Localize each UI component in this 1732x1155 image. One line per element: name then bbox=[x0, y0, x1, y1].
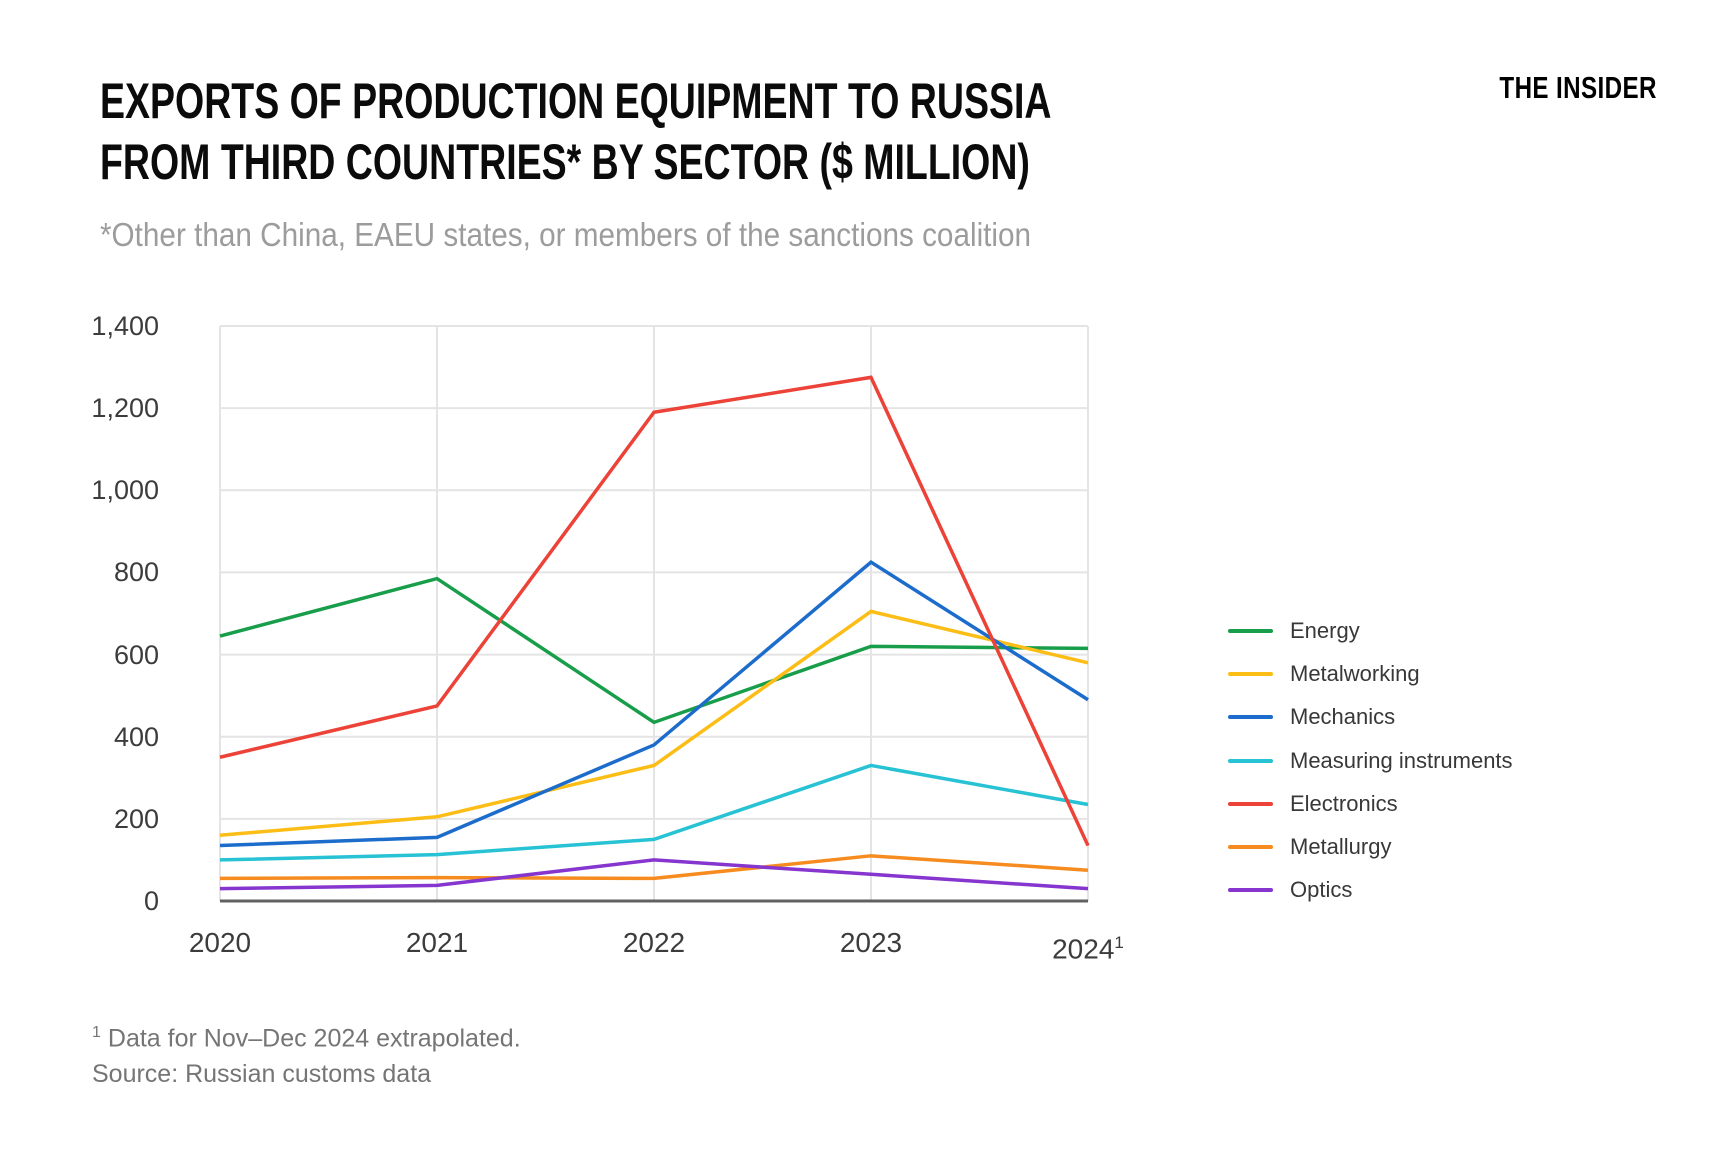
x-tick-label-2021: 2021 bbox=[405, 927, 469, 958]
legend-label: Electronics bbox=[1290, 790, 1398, 816]
x-tick-superscript: 1 bbox=[1114, 933, 1124, 952]
legend-item-energy bbox=[1228, 609, 1513, 652]
legend-item-metalworking bbox=[1228, 652, 1513, 695]
legend-swatch-icon bbox=[1228, 845, 1273, 849]
legend-swatch-icon bbox=[1228, 802, 1273, 806]
brand-logo: THE INSIDER bbox=[1499, 70, 1657, 105]
legend-label: Metallurgy bbox=[1290, 834, 1392, 860]
legend-label: Mechanics bbox=[1290, 704, 1396, 730]
y-tick-label-800: 800 bbox=[113, 557, 159, 588]
legend-swatch-icon bbox=[1228, 629, 1273, 633]
footnote-text: Data for Nov–Dec 2024 extrapolated. bbox=[107, 1024, 521, 1053]
y-tick-label-400: 400 bbox=[113, 721, 159, 752]
legend-swatch-icon bbox=[1228, 888, 1273, 892]
legend-swatch-icon bbox=[1228, 715, 1273, 719]
y-tick-label-1,200: 1,200 bbox=[91, 393, 159, 424]
source-note: Source: Russian customs data bbox=[92, 1060, 432, 1088]
chart-subtitle: *Other than China, EAEU states, or members of the sanctions coalition bbox=[100, 216, 1032, 253]
legend-label: Measuring instruments bbox=[1290, 747, 1513, 773]
page-title-line-2: FROM THIRD COUNTRIES* BY SECTOR ($ MILLION) bbox=[100, 134, 1030, 190]
page-title-line-1: EXPORTS OF PRODUCTION EQUIPMENT TO RUSSIA bbox=[100, 73, 1052, 129]
y-tick-label-0: 0 bbox=[143, 886, 159, 916]
legend-label: Energy bbox=[1290, 617, 1360, 643]
footnote-superscript: 1 bbox=[92, 1024, 101, 1041]
legend-item-electronics bbox=[1228, 782, 1513, 825]
legend-item-mechanics bbox=[1228, 696, 1513, 739]
legend-item-optics bbox=[1228, 869, 1513, 912]
y-tick-label-1,400: 1,400 bbox=[91, 311, 159, 341]
x-tick-label-2024: 2024$^1$ bbox=[1052, 933, 1124, 965]
y-tick-label-200: 200 bbox=[113, 803, 159, 834]
footnote bbox=[92, 1024, 521, 1053]
y-tick-label-600: 600 bbox=[113, 639, 159, 670]
x-tick-label-2020: 2020 bbox=[188, 927, 252, 958]
legend-label: Optics bbox=[1290, 877, 1353, 903]
legend-swatch-icon bbox=[1228, 672, 1273, 676]
legend-label: Metalworking bbox=[1290, 660, 1420, 686]
legend bbox=[1228, 609, 1513, 912]
legend-swatch-icon bbox=[1228, 759, 1273, 763]
legend-item-measuring-instruments bbox=[1228, 739, 1513, 782]
x-tick-label-2023: 2023 bbox=[839, 927, 903, 958]
x-tick-label-2022: 2022 bbox=[622, 927, 686, 958]
y-tick-label-1,000: 1,000 bbox=[91, 475, 159, 506]
legend-item-metallurgy bbox=[1228, 825, 1513, 868]
